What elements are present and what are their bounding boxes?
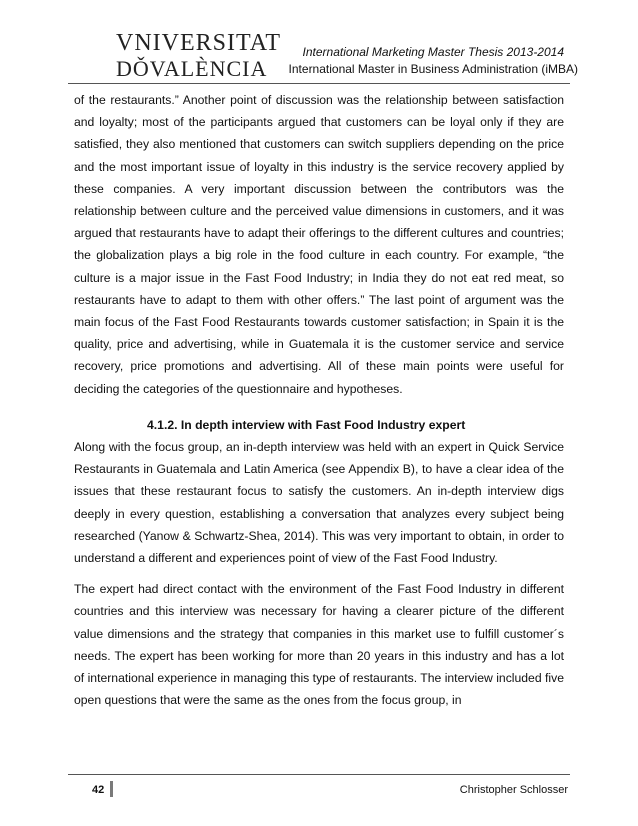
page-number: 42 xyxy=(92,784,105,796)
body-paragraph-3: The expert had direct contact with the environment of the Fast Food Industry in different countries and this interview was necessary for having a clearer picture of the different value dimensions and the strategy that companies in this market use to fulfill customer´s needs. The expert has been working for more than 20 years in this industry and has a lot of international experience in managing this type of restaurants. The interview included five open questions that were the same as the ones from the focus group, in xyxy=(74,582,564,708)
header-divider xyxy=(68,83,570,84)
page-header xyxy=(0,0,638,86)
header-thesis-info xyxy=(289,44,578,78)
section-heading: 4.1.2. In depth interview with Fast Food Industry expert xyxy=(147,417,466,432)
university-logo xyxy=(116,30,282,81)
body-paragraph-2: Along with the focus group, an in-depth interview was held with an expert in Quick Service Restaurants in Guatemala and Latin America (see Appendix B), to have a clear idea of the issues that these restaurant focus to satisfy the customers. An in-depth interview digs deeply in every question, establishing a conversation that analyzes every subject being researched (Yanow & Schwartz-Shea, 2014). This was very important to obtain, in order to understand a different and experiences point of view of the Fast Food Industry. xyxy=(74,440,564,566)
page-footer xyxy=(68,774,570,799)
program-name: International Master in Business Administration (iMBA) xyxy=(288,62,578,76)
footer-separator xyxy=(110,781,113,797)
body-paragraph-1: of the restaurants.” Another point of discussion was the relationship between satisfaction and loyalty; most of the participants argued that customers can be loyal only if they are satisfied, they also mentioned that customers can switch suppliers depending on the price and the most important issue of loyalty in this industry is the service recovery applied by these companies. A very important discussion between the contributors was the relationship between culture and the perceived value dimensions in customers, and it was argued that restaurants have to adapt their offerings to the different cultures and countries; the globalization plays a big role in the food culture in each country. For example, “the culture is a major issue in the Fast Food Industry; in India they do not eat red meat, so restaurants have to adapt to them with other offers.” The last point of argument was the main focus of the Fast Food Restaurants towards customer satisfaction; in Spain it is the quality, price and advertising, while in Guatemala it is the customer service and service recovery, price promotions and advertising. All of these main points were useful for deciding the categories of the questionnaire and hypotheses. xyxy=(74,93,564,396)
logo-text-line2: DǑVALÈNCIA xyxy=(116,56,268,81)
logo-text-line1: VNIVERSITAT xyxy=(116,30,282,56)
thesis-title: International Marketing Master Thesis 2013-2014 xyxy=(302,45,565,59)
author-name: Christopher Schlosser xyxy=(459,784,568,796)
page-body xyxy=(74,89,564,711)
